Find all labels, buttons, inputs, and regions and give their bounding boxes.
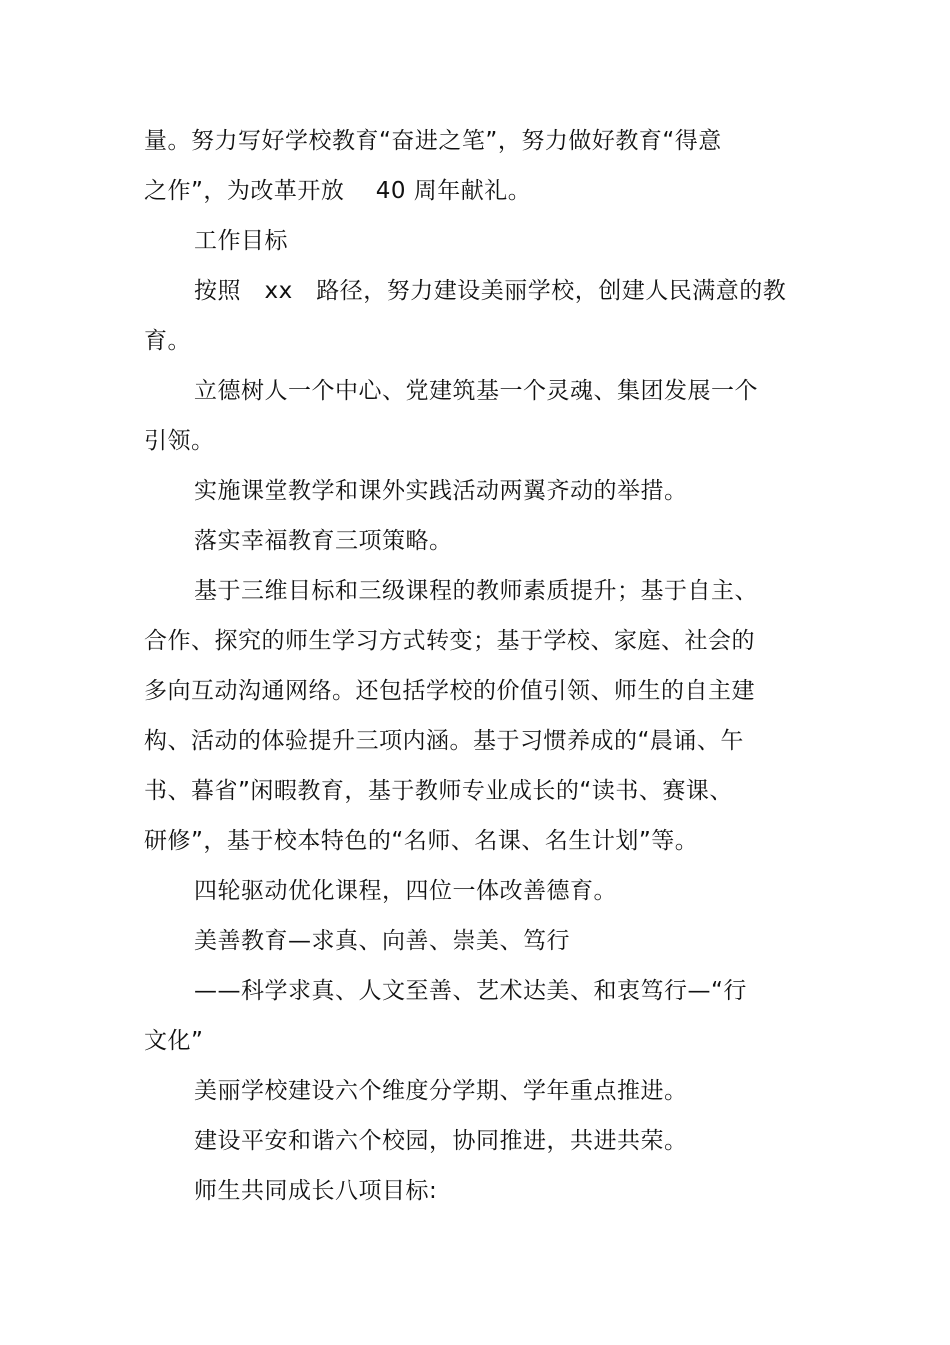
text-line: 美善教育—求真、向善、崇美、笃行 bbox=[194, 928, 570, 954]
document-body bbox=[144, 116, 787, 1216]
section-heading: 工作目标 bbox=[194, 228, 288, 254]
text-line: 量。努力写好学校教育“奋进之笔”，努力做好教育“得意 bbox=[144, 128, 722, 154]
text-line: 建设平安和谐六个校园，协同推进，共进共荣。 bbox=[194, 1128, 688, 1154]
text-line: 美丽学校建设六个维度分学期、学年重点推进。 bbox=[194, 1078, 688, 1104]
text-line: 师生共同成长八项目标: bbox=[194, 1178, 438, 1204]
text-line: 实施课堂教学和课外实践活动两翼齐动的举措。 bbox=[194, 478, 688, 504]
text-line: 多向互动沟通网络。还包括学校的价值引领、师生的自主建 bbox=[144, 678, 755, 704]
text-line: 基于三维目标和三级课程的教师素质提升；基于自主、 bbox=[194, 578, 758, 604]
text-line: ——科学求真、人文至善、艺术达美、和衷笃行—“行 bbox=[194, 978, 747, 1004]
text-line: 育。 bbox=[144, 328, 191, 354]
text-line: 落实幸福教育三项策略。 bbox=[194, 528, 453, 554]
text-line: 研修”，基于校本特色的“名师、名课、名生计划”等。 bbox=[144, 828, 699, 854]
text-line: 立德树人一个中心、党建筑基一个灵魂、集团发展一个 bbox=[194, 378, 758, 404]
text-line: 按照 xx 路径，努力建设美丽学校，创建人民满意的教 bbox=[194, 278, 787, 304]
text-line: 文化” bbox=[144, 1028, 204, 1054]
text-line: 合作、探究的师生学习方式转变；基于学校、家庭、社会的 bbox=[144, 628, 755, 654]
text-line: 引领。 bbox=[144, 428, 215, 454]
text-line: 构、活动的体验提升三项内涵。基于习惯养成的“晨诵、午 bbox=[144, 728, 744, 754]
text-line: 四轮驱动优化课程，四位一体改善德育。 bbox=[194, 878, 617, 904]
text-line: 之作”，为改革开放 40 周年献礼。 bbox=[144, 178, 532, 204]
text-line: 书、暮省”闲暇教育，基于教师专业成长的“读书、赛课、 bbox=[144, 778, 733, 804]
